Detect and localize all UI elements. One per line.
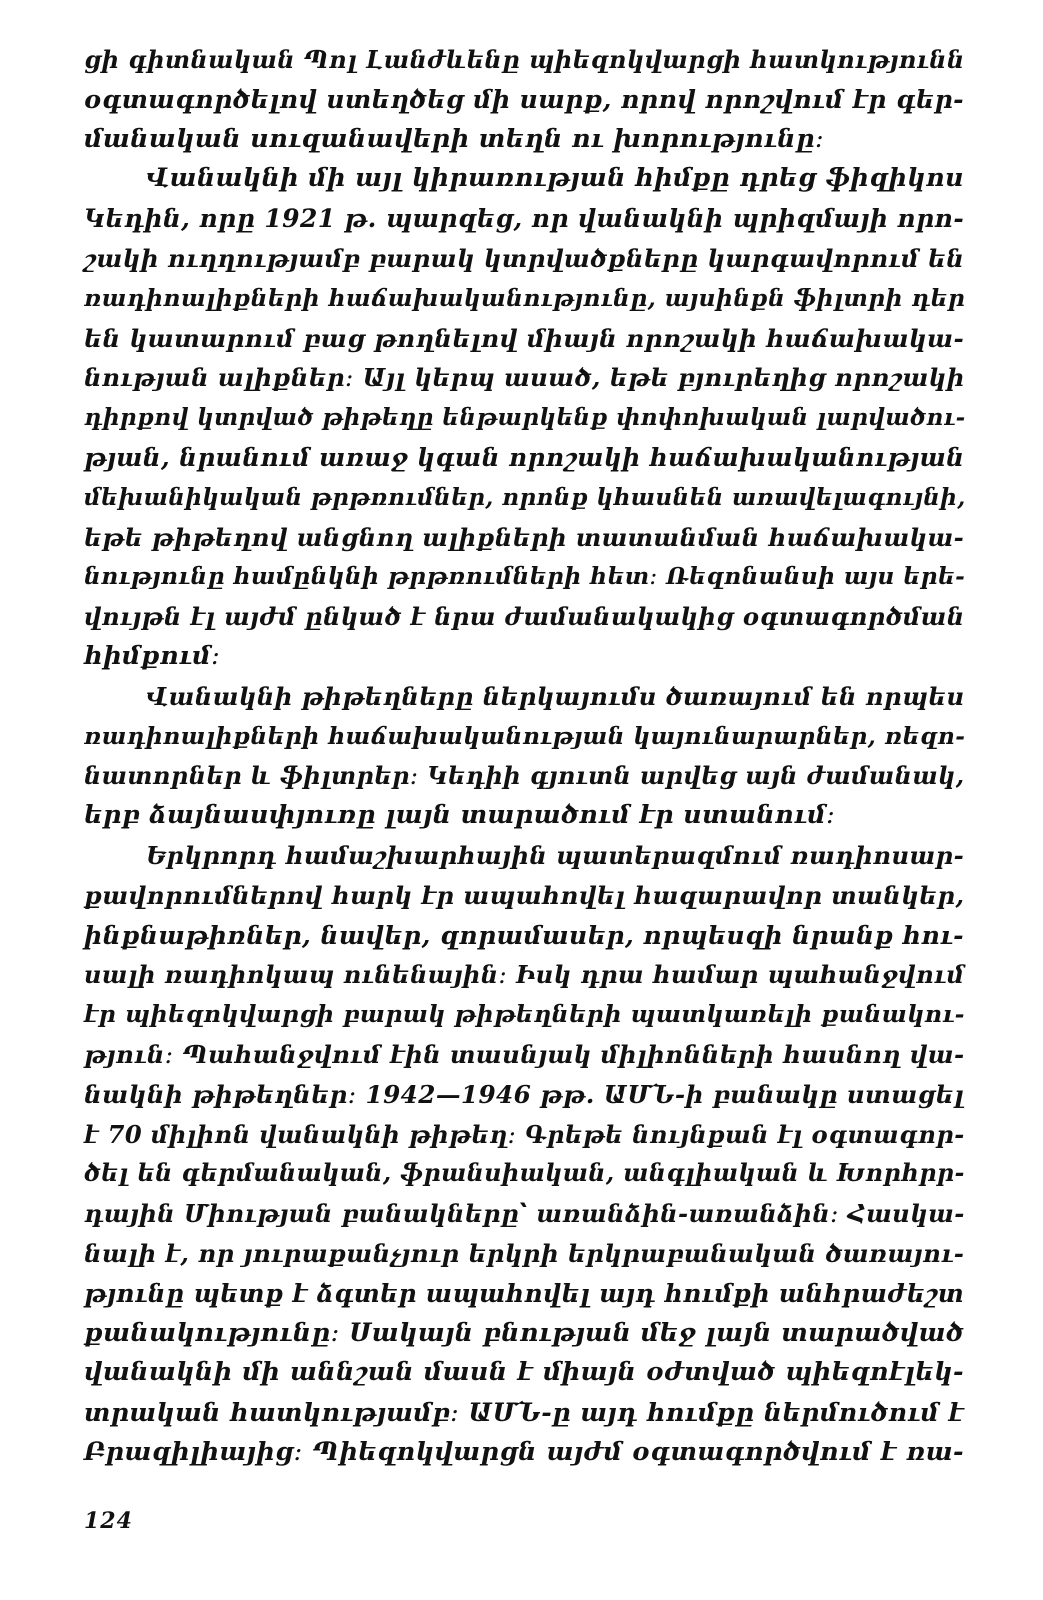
text-line: մեխանիկական թրթռումներ, որոնք կհասնեն առավելագույնի, [84, 483, 966, 511]
text-line: ցի գիտնական Պոլ Լանժևենը պիեզոկվարցի հատկությունն [84, 45, 965, 74]
text-line: ծել են գերմանական, ֆրանսիական, անգլիական և Խորհրր- [84, 1159, 965, 1188]
text-line: հիմքում։ [84, 640, 221, 671]
page-number: 124 [84, 1508, 133, 1534]
text-line: թյուն։ Պահանջվում էին տասնյակ միլիոնների հասնող վա- [84, 1039, 965, 1069]
text-line: եթե թիթեղով անցնող ալիքների տատանման հաճախակա- [84, 522, 965, 552]
text-line: Վանակնի մի այլ կիրառության հիմքը դրեց ֆիզիկոս [146, 163, 964, 194]
text-line: նատորներ և ֆիլտրեր։ Կեդիի գյուտն արվեց այն ժամանակ, [84, 761, 965, 791]
text-line: թյունը պետք է ձգտեր ապահովել այդ հումքի անհրաժեշտ [84, 1278, 965, 1308]
text-line: քավորումներով հարկ էր ապահովել հազարավոր տանկեր, [84, 880, 965, 910]
text-line: նակնի թիթեղներ։ 1942—1946 թթ. ԱՄՆ-ի բանակը ստացել [84, 1079, 965, 1109]
text-line: ռադիոալիքների հաճախականության կայունարարներ, ռեզո- [84, 721, 966, 750]
text-line: Վանակնի թիթեղները ներկայումս ծառայում են որպես [146, 681, 965, 711]
text-line: է 70 միլիոն վանակնի թիթեղ։ Գրեթե նույնքան էլ օգտագոր- [84, 1119, 965, 1149]
text-line: դիրքով կտրված թիթեղը ենթարկենք փոփոխական լարվածու- [84, 404, 966, 432]
text-line: էր պիեզոկվարցի բարակ թիթեղների պատկառելի քանակու- [84, 1000, 965, 1029]
text-line: երբ ձայնասփյուռը լայն տարածում էր ստանում։ [84, 800, 836, 831]
text-line: են կատարում բաց թողնելով միայն որոշակի հաճախակա- [84, 323, 965, 353]
text-line: նությունը համընկնի թրթռումների հետ։ Ռեզոնանսի այս երե- [84, 563, 966, 591]
text-line: օգտագործելով ստեղծեց մի սարք, որով որոշվում էր գեր- [84, 83, 964, 114]
text-line: սալի ռադիոկապ ունենային։ Իսկ դրա համար պահանջվում [84, 960, 965, 990]
text-line: ռադիոալիքների հաճախականությունը, այսինքն ֆիլտրի դեր [84, 283, 966, 312]
text-line: նության ալիքներ։ Այլ կերպ ասած, եթե բյուրեղից որոշակի [84, 363, 965, 393]
text-line: շակի ուղղությամբ բարակ կտրվածքները կարգավորում են [84, 243, 965, 273]
text-line: Երկրորդ համաշխարհային պատերազմում ռադիոսար- [146, 840, 965, 870]
text-line: Կեդին, որը 1921 թ. պարզեց, որ վանակնի պրիզմայի որո- [84, 204, 965, 234]
text-line: դային Միության բանակները՝ առանձին-առանձին։ Հասկա- [84, 1199, 965, 1229]
book-page-text [84, 40, 964, 1473]
text-line: տրական հատկությամբ։ ԱՄՆ-ը այդ հումքը ներմուծում է [84, 1397, 964, 1428]
text-line: վույթն էլ այժմ ընկած է նրա ժամանակակից օգտագործման [84, 602, 965, 632]
text-line: վանակնի մի աննշան մասն է միայն օժտված պիեզոէլեկ- [84, 1357, 964, 1388]
text-line: թյան, նրանում առաջ կգան որոշակի հաճախականության [84, 442, 965, 472]
text-line: մանական սուզանավերի տեղն ու խորությունը։ [84, 123, 825, 154]
text-line: ինքնաթիռներ, նավեր, զորամասեր, որպեսզի նրանք հու- [84, 919, 964, 950]
text-line: քանակությունը։ Սակայն բնության մեջ լայն տարածված [84, 1317, 964, 1348]
text-line: Բրազիլիայից։ Պիեզոկվարցն այժմ օգտագործվում է ռա- [84, 1436, 964, 1467]
text-line: նալի է, որ յուրաքանչյուր երկրի երկրաբանական ծառայու- [84, 1238, 965, 1268]
